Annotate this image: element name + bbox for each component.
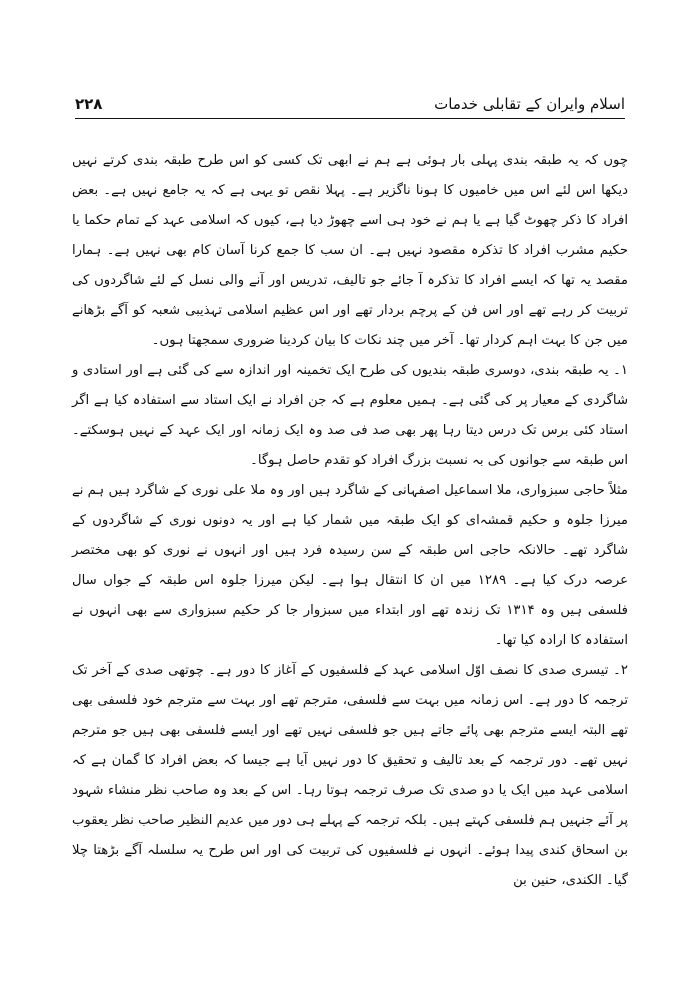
- paragraph-point-1: ۱۔ یہ طبقہ بندی، دوسری طبقہ بندیوں کی طرح ایک تخمینہ اور اندازہ سے کی گئی ہے اور استادی و شاگردی کے معیار پر کی گئی ہے۔ ہمیں معلوم ہے کہ جن افراد نے ایک استاد سے استفادہ کیا ہے اگر استاد کئی برس تک درس دیتا رہا پھر بھی صد فی صد وہ ایک زمانہ اور ایک عہد کے نہیں ہوسکتے۔ اس طبقہ سے جوانوں کی بہ نسبت بزرگ افراد کو تقدم حاصل ہوگا۔: [72, 363, 628, 468]
- running-title: اسلام وایران کے تقابلی خدمات: [434, 95, 625, 113]
- page-body: [72, 146, 628, 896]
- page-header: [75, 88, 625, 118]
- paragraph-point-2: ۲۔ تیسری صدی کا نصف اوّل اسلامی عہد کے فلسفیوں کے آغاز کا دور ہے۔ چوتھی صدی کے آخر تک ترجمہ کا دور ہے۔ اس زمانہ میں بہت سے فلسفی، مترجم تھے اور بہت سے مترجم خود فلسفی بھی تھے البتہ ایسے مترجم بھی پائے جاتے ہیں جو فلسفی نہیں تھے اور ایسے فلسفی بھی ہیں جو مترجم نہیں تھے۔ دور ترجمہ کے بعد تالیف و تحقیق کا دور نہیں آیا ہے جیسا کہ بعض افراد کا گمان ہے کہ اسلامی عہد میں ایک یا دو صدی تک صرف ترجمہ ہوتا رہا۔ اس کے بعد وہ صاحب نظر منشاء شہود پر آئے جنہیں ہم فلسفی کہتے ہیں۔ بلکہ ترجمہ کے پہلے ہی دور میں عدیم النظیر صاحب نظر یعقوب بن اسحاق کندی پیدا ہوئے۔ انہوں نے فلسفیوں کی تربیت کی اور اس طرح یہ سلسلہ آگے بڑھتا چلا گیا۔ الکندی، حنین بن: [72, 663, 628, 888]
- header-rule: [75, 118, 625, 119]
- page-number: ۲۲۸: [75, 95, 103, 113]
- paragraph-example: مثلاً حاجی سبزواری، ملا اسماعیل اصفہانی کے شاگرد ہیں اور وہ ملا علی نوری کے شاگرد ہیں ہم نے میرزا جلوہ و حکیم قمشہ‌ای کو ایک طبقہ میں شمار کیا ہے اور یہ دونوں نوری کے شاگردوں کے شاگرد تھے۔ حالانکہ حاجی اس طبقہ کے سن رسیدہ فرد ہیں اور انہوں نے نوری کو بھی مختصر عرصہ درک کیا ہے۔ ۱۲۸۹ میں ان کا انتقال ہوا ہے۔ لیکن میرزا جلوہ اس طبقہ کے جواں سال فلسفی ہیں وہ ۱۳۱۴ تک زندہ تھے اور ابتداء میں سبزوار جا کر حکیم سبزواری سے بھی انہوں نے استفادہ کا ارادہ کیا تھا۔: [72, 483, 628, 648]
- paragraph-intro: چوں کہ یہ طبقہ بندی پہلی بار ہوئی ہے ہم نے ابھی تک کسی کو اس طرح طبقہ بندی کرتے نہیں دیکھا اس لئے اس میں خامیوں کا ہونا ناگزیر ہے۔ پہلا نقص تو یہی ہے کہ یہ جامع نہیں ہے۔ بعض افراد کا ذکر چھوٹ گیا ہے یا ہم نے خود ہی اسے چھوڑ دیا ہے، کیوں کہ اسلامی عہد کے تمام حکما یا حکیم مشرب افراد کا تذکرہ مقصود نہیں ہے۔ ان سب کا جمع کرنا آسان کام بھی نہیں ہے۔ ہمارا مقصد یہ تھا کہ ایسے افراد کا تذکرہ آ جائے جو تالیف، تدریس اور آنے والی نسل کے لئے شاگردوں کی تربیت کر رہے تھے اور اس فن کے پرچم بردار تھے اور اس عظیم اسلامی تہذیبی شعبہ کو آگے بڑھانے میں جن کا بہت اہم کردار تھا۔ آخر میں چند نکات کا بیان کردینا ضروری سمجھتا ہوں۔: [72, 153, 628, 348]
